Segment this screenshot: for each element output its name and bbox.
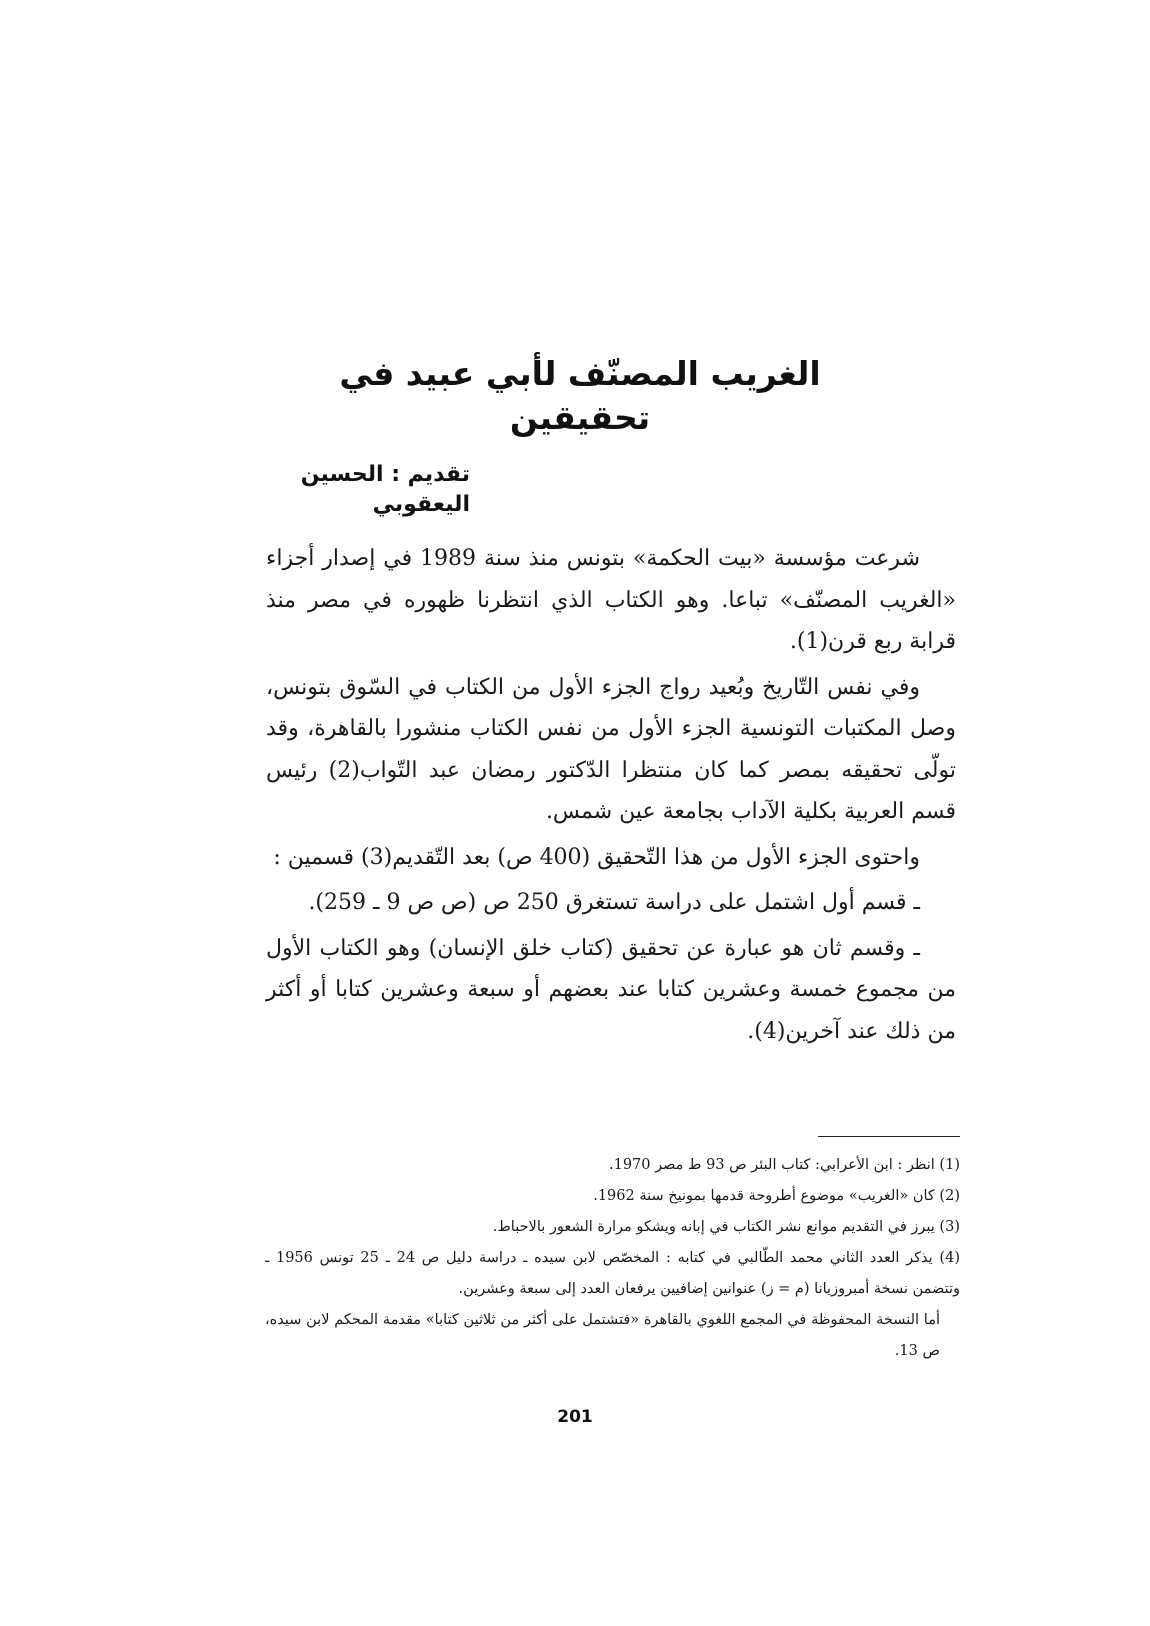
footnote-separator — [818, 1136, 960, 1137]
footnote-1: (1) انظر : ابن الأعرابي: كتاب البئر ص 93 ط مصر 1970. — [608, 1157, 960, 1173]
page-number: 201 — [557, 1407, 593, 1427]
footnote-4-continuation: أما النسخة المحفوظة في المجمع اللغوي بالقاهرة «فتشتمل على أكثر من ثلاثين كتابا» مقدمة المحكم لابن سيده، ص 13. — [265, 1312, 940, 1359]
footnote-2: (2) كان «الغريب» موضوع أطروحة قدمها بمونيخ سنة 1962. — [593, 1188, 960, 1204]
paragraph-5: ـ وقسم ثان هو عبارة عن تحقيق (كتاب خلق الإنسان) وهو الكتاب الأول من مجموع خمسة وعشرين كتابا عند بعضهم أو سبعة وعشرين كتابا أو أكثر من ذلك عند آخرين(4). — [266, 935, 956, 1044]
footnote-4: (4) يذكر العدد الثاني محمد الطّالبي في كتابه : المخصّص لابن سيده ـ دراسة دليل ص 24 ـ 25 تونس 1956 ـ وتتضمن نسخة أمبروزيانا (م = ز) عنوانين إضافيين يرفعان العدد إلى سبعة وعشرين. — [265, 1250, 960, 1297]
footnotes — [265, 1150, 960, 1367]
author-line: تقديم : الحسين اليعقوبي — [300, 462, 470, 517]
footnote-3: (3) يبرز في التقديم موانع نشر الكتاب في إبانه ويشكو مرارة الشعور بالاحباط. — [492, 1219, 960, 1235]
paragraph-1: شرعت مؤسسة «بيت الحكمة» بتونس منذ سنة 1989 في إصدار أجزاء «الغريب المصنّف» تباعا. وهو الكتاب الذي انتظرنا ظهوره في مصر منذ قرابة ربع قرن(1). — [266, 546, 956, 654]
paragraph-3: واحتوى الجزء الأول من هذا التّحقيق (400 ص) بعد التّقديم(3) قسمين : — [273, 844, 920, 870]
paragraph-2: وفي نفس التّاريخ وبُعيد رواج الجزء الأول من الكتاب في السّوق بتونس، وصل المكتبات التونسية الجزء الأول من نفس الكتاب منشورا بالقاهرة، وقد تولّى تحقيقه بمصر كما كان منتظرا الدّكتور رمضان عبد التّواب(2) رئيس قسم العربية بكلية الآداب بجامعة عين شمس. — [266, 674, 956, 824]
article-title: الغريب المصنّف لأبي عبيد في تحقيقين — [339, 354, 821, 437]
article-body — [266, 538, 956, 1056]
paragraph-4: ـ قسم أول اشتمل على دراسة تستغرق 250 ص (ص ص 9 ـ 259). — [308, 890, 920, 915]
